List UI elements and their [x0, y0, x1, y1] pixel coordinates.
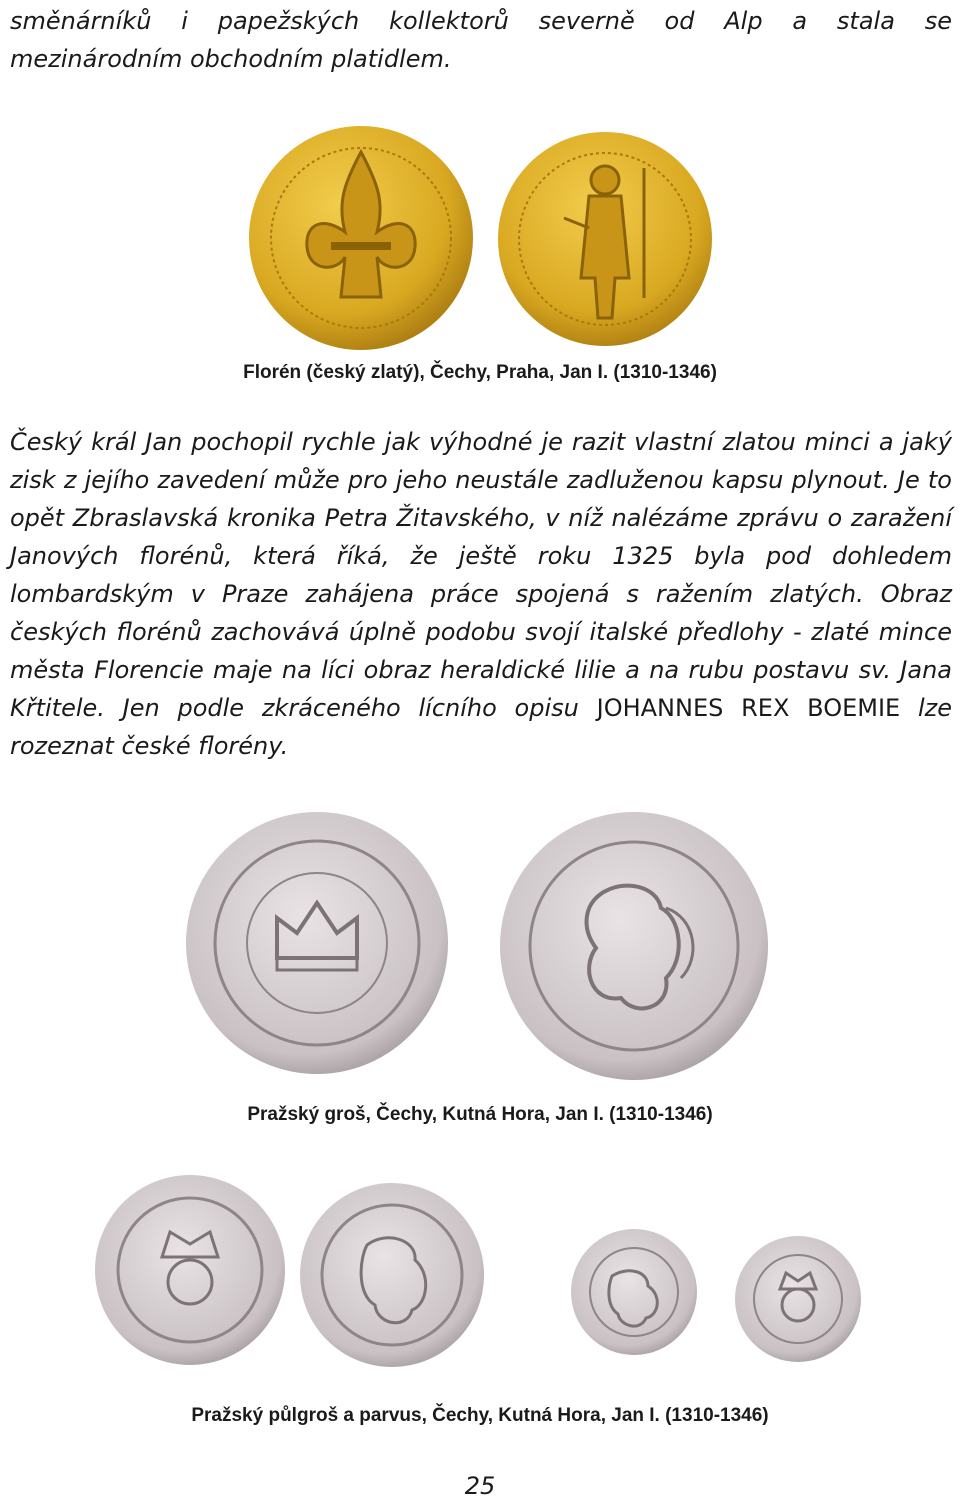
main-paragraph: [10, 423, 952, 765]
pulgros-caption: Pražský půlgroš a parvus, Čechy, Kutná Hora, Jan I. (1310-1346): [191, 1405, 769, 1426]
intro-line-1: směnárníků i papežských kollektorů severně od Alp a stala se: [10, 7, 952, 35]
pulgros-obverse-coin: [92, 1172, 288, 1368]
floren-obverse-coin: [245, 122, 477, 354]
floren-reverse-coin: [494, 128, 716, 350]
main-text-part1: Český král Jan pochopil rychle jak výhodné je razit vlastní zlatou minci a jaký zisk z jejího zavedení může pro jeho neustále zadluženou kapsu plynout. Je to opět Zbraslavská kronika Petra Žitavského, v níž nalézáme zprávu o zaražení Janových florénů, která říká, že ještě roku 1325 byla pod dohledem lombardským v Praze zahájena práce spojená s ražením zlatých. Obraz českých florénů zachovává úplně podobu svojí italské předlohy - zlaté mince města Florencie maje na líci obraz heraldické lilie a na rubu postavu sv. Jana Křtitele. Jen podle zkráceného lícního opisu: [10, 428, 952, 722]
coin-legend: JOHANNES REX BOEMIE: [596, 694, 901, 722]
intro-line-2: mezinárodním obchodním platidlem.: [10, 45, 452, 73]
floren-caption: Florén (český zlatý), Čechy, Praha, Jan I. (1310-1346): [243, 362, 717, 383]
intro-paragraph: [10, 2, 952, 78]
main-text-part2: lze rozeznat české florény.: [10, 694, 952, 760]
gros-caption: Pražský groš, Čechy, Kutná Hora, Jan I. (1310-1346): [247, 1104, 713, 1125]
parvus-obverse-coin: [568, 1226, 700, 1358]
parvus-reverse-coin: [732, 1233, 864, 1365]
gros-reverse-coin: [496, 808, 772, 1084]
page-number: 25: [464, 1472, 496, 1500]
gros-obverse-coin: [182, 808, 452, 1078]
pulgros-reverse-coin: [297, 1180, 487, 1370]
